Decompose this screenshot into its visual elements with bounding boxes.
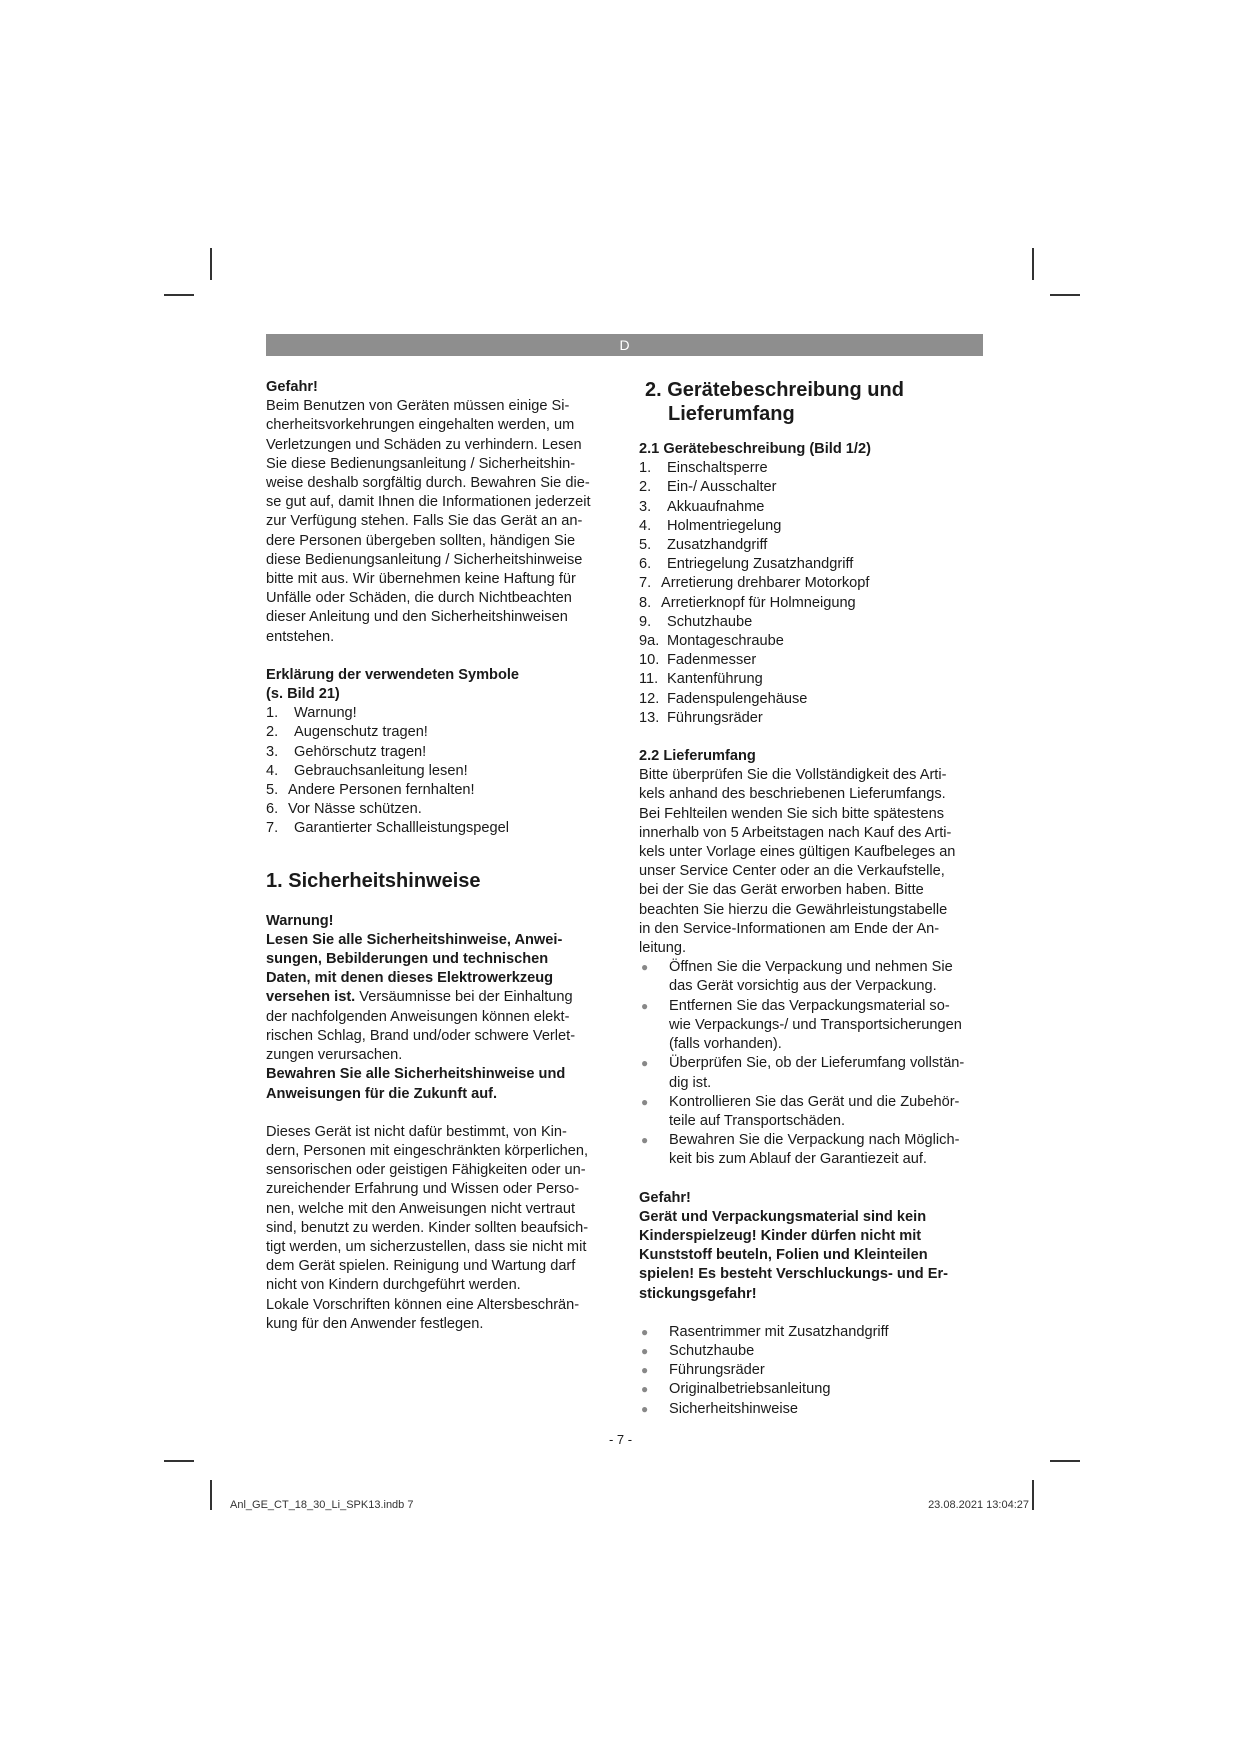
item-number: 3.: [266, 743, 279, 760]
item-text: Arretierknopf für Holmneigung: [661, 594, 856, 611]
text-line: Kunststoff beuteln, Folien und Kleinteilen: [639, 1247, 928, 1264]
inline-text: Versäumnisse bei der Einhaltung: [355, 989, 573, 1006]
text-line: dern, Personen mit eingeschränkten körperlichen,: [266, 1142, 589, 1159]
language-label: D: [619, 337, 630, 353]
text-line: zur Verfügung stehen. Falls Sie das Gerät an an-: [266, 513, 583, 530]
text-line: das Gerät vorsichtig aus der Verpackung.: [669, 978, 937, 995]
item-text: Entriegelung Zusatzhandgriff: [667, 556, 854, 573]
list-item: [639, 632, 989, 651]
crop-mark: [1032, 248, 1034, 280]
item-text: Kantenführung: [667, 671, 763, 688]
list-item: [639, 958, 989, 996]
list-item: [639, 459, 989, 478]
item-number: 2.: [639, 479, 652, 496]
text-line: spielen! Es besteht Verschluckungs- und Er-: [639, 1266, 948, 1283]
bullet-icon: ●: [641, 1382, 649, 1397]
list-item: [639, 997, 989, 1055]
text-line: dig ist.: [669, 1074, 712, 1091]
item-text: Fadenspulengehäuse: [667, 690, 808, 707]
delivery-contents-list: [639, 1323, 989, 1419]
list-item: [639, 670, 989, 689]
text-line: keit bis zum Ablauf der Garantiezeit auf.: [669, 1151, 927, 1168]
title-line: 2. Gerätebeschreibung und: [645, 379, 904, 401]
text-line: kels unter Vorlage eines gültigen Kaufbeleges an: [639, 844, 956, 861]
list-item: [639, 574, 989, 593]
text-line: Kinderspielzeug! Kinder dürfen nicht mit: [639, 1227, 922, 1244]
item-number: 12.: [639, 690, 660, 707]
text-line: bei der Sie das Gerät erworben haben. Bitte: [639, 882, 924, 899]
text-line: sind, benutzt zu werden. Kinder sollten beaufsich-: [266, 1219, 589, 1236]
subsection-2-1-title: 2.1 Gerätebeschreibung (Bild 1/2): [639, 441, 871, 457]
list-item: [266, 723, 616, 742]
item-number: 2.: [266, 724, 279, 741]
text-line: Lokale Vorschriften können eine Altersbeschrän-: [266, 1296, 580, 1313]
item-text: Schutzhaube: [667, 613, 753, 630]
list-item: [639, 536, 989, 555]
text-line: se gut auf, damit Ihnen die Informationen jederzeit: [266, 494, 591, 511]
list-item: [266, 704, 616, 723]
list-item: [639, 709, 989, 728]
bullet-icon: ●: [641, 1094, 649, 1109]
text-line: (falls vorhanden).: [669, 1036, 782, 1053]
symbols-heading: Erklärung der verwendeten Symbole: [266, 666, 520, 683]
item-number: 9.: [639, 613, 652, 630]
item-number: 13.: [639, 709, 660, 726]
item-text: Führungsräder: [667, 709, 763, 726]
list-item: [266, 781, 616, 800]
text-line: stickungsgefahr!: [639, 1285, 757, 1302]
title-line: Lieferumfang: [668, 403, 795, 425]
text-line: nicht von Kindern durchgeführt werden.: [266, 1277, 521, 1294]
item-text: Montageschraube: [667, 633, 784, 650]
item-text: Vor Nässe schützen.: [288, 801, 422, 818]
item-number: 6.: [639, 556, 652, 573]
item-text: [669, 997, 962, 1055]
text-line: weise deshalb sorgfältig durch. Bewahren Sie die-: [266, 475, 590, 492]
item-number: 7.: [266, 820, 279, 837]
text-line: Entfernen Sie das Verpackungsmaterial so-: [669, 997, 950, 1014]
item-text: Gehörschutz tragen!: [294, 743, 427, 760]
item-text: Schutzhaube: [669, 1342, 755, 1359]
subsection-2-2-title: 2.2 Lieferumfang: [639, 748, 756, 765]
symbols-list: [266, 704, 616, 838]
text-line: dere Personen übergeben sollten, händigen Sie: [266, 532, 576, 549]
item-text: Einschaltsperre: [667, 460, 768, 477]
text-line: entstehen.: [266, 628, 335, 645]
text-line: diese Bedienungsanleitung / Sicherheitshinweise: [266, 551, 583, 568]
children-paragraph: [266, 1123, 616, 1334]
list-item: [639, 1093, 989, 1131]
warning-heading: Warnung!: [266, 912, 334, 929]
list-item: [639, 478, 989, 497]
crop-mark: [164, 1460, 194, 1462]
unpacking-steps-list: [639, 958, 989, 1169]
section-1-title: 1. Sicherheitshinweise: [266, 869, 481, 892]
bullet-icon: ●: [641, 1343, 649, 1358]
item-text: Originalbetriebsanleitung: [669, 1381, 831, 1398]
parts-list: [639, 459, 989, 728]
danger-heading: Gefahr!: [266, 379, 318, 395]
item-text: Garantierter Schallleistungspegel: [294, 820, 509, 837]
text-line: bitte mit aus. Wir übernehmen keine Haftung für: [266, 571, 576, 588]
item-number: 7.: [639, 575, 652, 592]
text-line: Bewahren Sie die Verpackung nach Möglich-: [669, 1132, 960, 1149]
footer-timestamp: 23.08.2021 13:04:27: [928, 1499, 1029, 1511]
item-text: Fadenmesser: [667, 652, 757, 669]
list-item: [639, 1054, 989, 1092]
text-line: Daten, mit denen dieses Elektrowerkzeug: [266, 970, 554, 987]
list-item: [639, 1400, 989, 1419]
text-line: Sie diese Bedienungsanleitung / Sicherheitshin-: [266, 455, 576, 472]
crop-mark: [1032, 1480, 1034, 1510]
text-line: kung für den Anwender festlegen.: [266, 1315, 484, 1332]
crop-mark: [164, 294, 194, 296]
text-line: rischen Schlag, Brand und/oder schwere Verlet-: [266, 1027, 576, 1044]
list-item: [639, 1380, 989, 1399]
text-line: unser Service Center oder an die Verkaufstelle,: [639, 863, 945, 880]
item-text: [669, 1093, 959, 1131]
item-number: 8.: [639, 594, 652, 611]
item-text: Augenschutz tragen!: [294, 724, 428, 741]
list-item: [639, 613, 989, 632]
item-number: 9a.: [639, 633, 660, 650]
text-line: Verletzungen und Schäden zu verhindern. Lesen: [266, 436, 582, 453]
text-line: zungen verursachen.: [266, 1047, 403, 1064]
list-item: [639, 1131, 989, 1169]
item-number: 3.: [639, 498, 652, 515]
item-text: Rasentrimmer mit Zusatzhandgriff: [669, 1323, 889, 1340]
text-line: Kontrollieren Sie das Gerät und die Zubehör-: [669, 1093, 960, 1110]
list-item: [639, 594, 989, 613]
text-line: wie Verpackungs-/ und Transportsicherungen: [669, 1016, 962, 1033]
item-text: Warnung!: [294, 705, 357, 722]
bullet-icon: ●: [641, 1324, 649, 1339]
bullet-icon: ●: [641, 1056, 649, 1071]
item-text: Führungsräder: [669, 1362, 765, 1379]
list-item: [639, 690, 989, 709]
bullet-icon: ●: [641, 1363, 649, 1378]
item-number: 11.: [639, 671, 659, 688]
text-line: tigt werden, um sicherzustellen, dass sie nicht mit: [266, 1238, 587, 1255]
crop-mark: [210, 1480, 212, 1510]
list-item: [639, 651, 989, 670]
right-column: [639, 378, 989, 1419]
text-line: leitung.: [639, 940, 687, 957]
list-item: [639, 517, 989, 536]
text-line: zureichender Erfahrung und Wissen oder Perso-: [266, 1181, 580, 1198]
item-text: Sicherheitshinweise: [669, 1400, 798, 1417]
bullet-icon: ●: [641, 1401, 649, 1416]
item-number: 5.: [266, 782, 279, 799]
item-number: 1.: [639, 460, 652, 477]
text-line: sungen, Bebilderungen und technischen: [266, 951, 549, 968]
item-text: Arretierung drehbarer Motorkopf: [661, 575, 870, 592]
crop-mark: [210, 248, 212, 280]
text-line: Unfälle oder Schäden, die durch Nichtbeachten: [266, 590, 572, 607]
section-2-title: [639, 378, 989, 426]
text-line: Bewahren Sie alle Sicherheitshinweise und: [266, 1066, 566, 1083]
item-number: 5.: [639, 537, 652, 554]
item-text: [669, 958, 953, 996]
text-line: sensorischen oder geistigen Fähigkeiten oder un-: [266, 1162, 586, 1179]
text-line: innerhalb von 5 Arbeitstagen nach Kauf des Arti-: [639, 824, 952, 841]
list-item: [266, 762, 616, 781]
danger-2-heading: Gefahr!: [639, 1189, 691, 1206]
text-line: kels anhand des beschriebenen Lieferumfangs.: [639, 786, 946, 803]
item-number: 1.: [266, 705, 279, 722]
bullet-icon: ●: [641, 1133, 649, 1148]
crop-mark: [1050, 294, 1080, 296]
page-number: - 7 -: [608, 1432, 633, 1447]
item-text: Zusatzhandgriff: [667, 537, 768, 554]
crop-mark: [1050, 1460, 1080, 1462]
left-column: [266, 378, 616, 1334]
item-text: Holmentriegelung: [667, 517, 782, 534]
list-item: [266, 800, 616, 819]
item-text: Akkuaufnahme: [667, 498, 765, 515]
item-text: Andere Personen fernhalten!: [288, 782, 475, 799]
text-line: teile auf Transportschäden.: [669, 1112, 846, 1129]
text-line: Gerät und Verpackungsmaterial sind kein: [639, 1208, 927, 1225]
list-item: [266, 819, 616, 838]
item-text: [669, 1131, 959, 1169]
text-line: Lesen Sie alle Sicherheitshinweise, Anwei-: [266, 931, 563, 948]
text-line: in den Service-Informationen am Ende der An-: [639, 920, 940, 937]
text-line: Bitte überprüfen Sie die Vollständigkeit des Arti-: [639, 767, 947, 784]
text-line: nen, welche mit den Anweisungen nicht vertraut: [266, 1200, 576, 1217]
text-line: Dieses Gerät ist nicht dafür bestimmt, von Kin-: [266, 1123, 567, 1140]
bullet-icon: ●: [641, 998, 649, 1013]
text-line: Öffnen Sie die Verpackung und nehmen Sie: [669, 959, 953, 976]
text-line: Überprüfen Sie, ob der Lieferumfang vollstän-: [669, 1055, 965, 1072]
item-number: 6.: [266, 801, 279, 818]
text-line: dem Gerät spielen. Reinigung und Wartung darf: [266, 1258, 576, 1275]
item-text: Ein-/ Ausschalter: [667, 479, 777, 496]
text-line: der nachfolgenden Anweisungen können elekt-: [266, 1008, 570, 1025]
item-number: 4.: [639, 517, 652, 534]
bullet-icon: ●: [641, 960, 649, 975]
list-item: [639, 1342, 989, 1361]
danger-paragraph: [266, 397, 616, 647]
bold-inline: versehen ist.: [266, 989, 356, 1006]
footer-filename: Anl_GE_CT_18_30_Li_SPK13.indb 7: [230, 1499, 414, 1511]
list-item: [639, 1323, 989, 1342]
delivery-paragraph: [639, 766, 989, 958]
text-line: [266, 988, 616, 1007]
item-number: 10.: [639, 652, 660, 669]
list-item: [639, 1361, 989, 1380]
item-number: 4.: [266, 762, 279, 779]
list-item: [266, 743, 616, 762]
list-item: [639, 555, 989, 574]
list-item: [639, 498, 989, 517]
item-text: Gebrauchsanleitung lesen!: [294, 762, 468, 779]
text-line: dieser Anleitung und den Sicherheitshinweisen: [266, 609, 568, 626]
text-line: Bei Fehlteilen wenden Sie sich bitte spätestens: [639, 805, 945, 822]
language-header-bar: [266, 334, 983, 356]
text-line: cherheitsvorkehrungen eingehalten werden, um: [266, 417, 575, 434]
text-line: Beim Benutzen von Geräten müssen einige Si-: [266, 398, 570, 415]
text-line: Anweisungen für die Zukunft auf.: [266, 1085, 498, 1102]
symbols-heading-ref: (s. Bild 21): [266, 686, 340, 703]
text-line: beachten Sie hierzu die Gewährleistungstabelle: [639, 901, 948, 918]
item-text: [669, 1054, 964, 1092]
